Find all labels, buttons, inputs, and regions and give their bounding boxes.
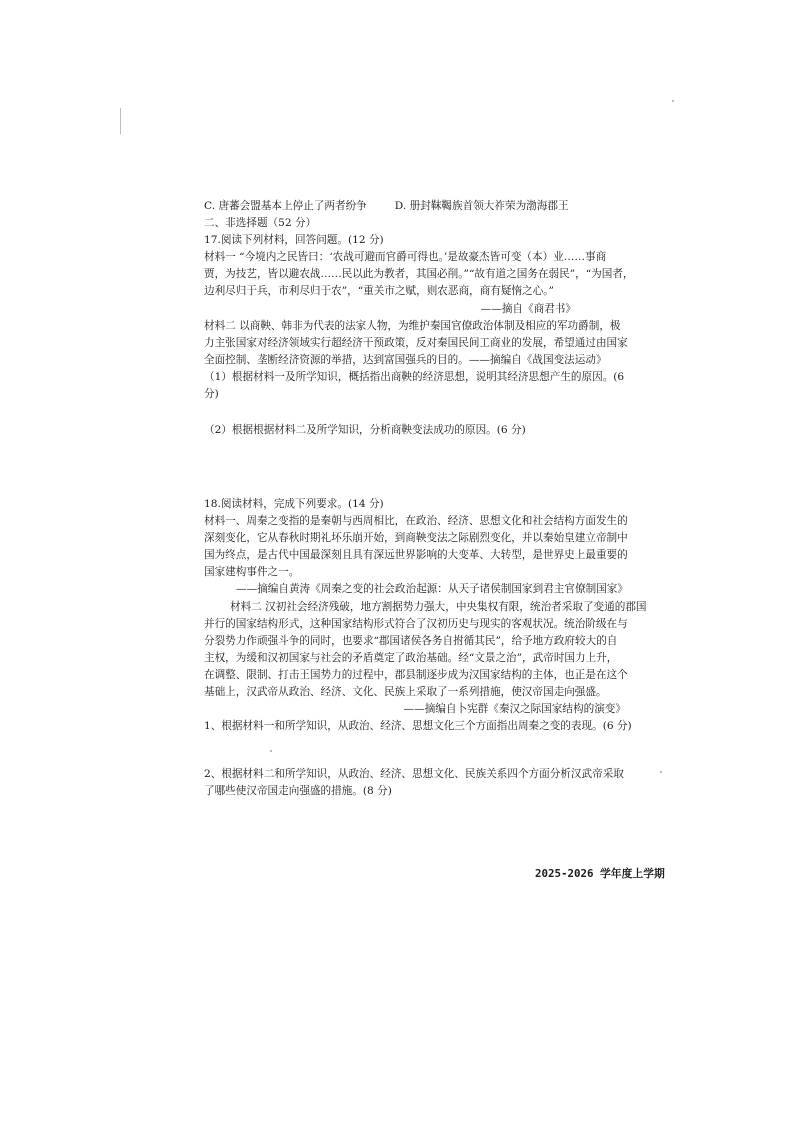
q18-material2-line: 分裂势力作顽强斗争的同时，也要求“郡国诸侯各务自拊循其民”，给予地方政府较大的自 [204,634,618,647]
q18-material2-source: ——摘编自卜宪群《秦汉之际国家结构的演变》 [403,703,626,716]
q17-material1-line: 材料一 “今境内之民皆曰：‘农战可避而官爵可得也。’是故豪杰皆可变（本）业……事商 [204,251,607,264]
page-footer: 2025-2026 学年度上学期 [535,867,665,880]
q18-subquestion-2: 2、根据材料二和所学知识，从政治、经济、思想文化、民族关系四个方面分析汉武帝采取 [204,768,624,780]
q17-material1-line: 贾，为技艺，皆以避农战……民以此为教者，其国必削。”“故有道之国务在弱民”，“为国者， [204,268,634,281]
q18-material1-line: 深刻变化，它从春秋时期礼坏乐崩开始，到商鞅变法之际剧烈变化，并以秦始皇建立帝制中 [204,532,628,545]
q17-material1-source: ——摘自《商君书》 [480,302,576,315]
q18-material1-line: 材料一、周秦之变指的是秦朝与西周相比，在政治、经济、思想文化和社会结构方面发生的 [204,515,628,528]
scan-edge-mark [120,108,121,134]
q18-subquestion-2: 了哪些使汉帝国走向强盛的措施。(8 分) [204,785,392,798]
q17-material2-line: 全面控制、垄断经济资源的举措，达到富国强兵的目的。——摘编自《战国变法运动》 [204,353,607,366]
q18-subquestion-2-block [204,766,636,800]
option-row [204,198,636,215]
q17-material2-line: 力主张国家对经济领域实行超经济干预政策，反对秦国民间工商业的发展，希望通过由国家 [204,336,628,349]
q18-heading: 18.阅读材料，完成下列要求。(14 分) [204,498,384,510]
q17-subquestion-1: 分) [204,388,219,401]
q17-material1-line: 边利尽归于兵，市利尽归于农”，“重关市之赋，则农恶商，商有疑惰之心。” [204,285,554,298]
q18-material2-line: 在调整、限制、打击王国势力的过程中，郡县制逐步成为汉国家结构的主体，也正是在这个 [204,668,628,681]
section-title: 二、非选择题（52 分） [204,217,317,230]
q18-material1-line: 国家建构事件之一。 [204,566,300,579]
option-c: C. 唐蕃会盟基本上停止了两者纷争 [204,200,367,212]
q18-material2-line: 基础上，汉武帝从政治、经济、文化、民族上采取了一系列措施，使汉帝国走向强盛。 [204,686,607,699]
q18-material1-source: ——摘编自黄涛《周秦之变的社会政治起源：从天子诸侯制国家到君主官僚制国家》 [236,583,628,596]
exam-content-top [204,198,636,403]
q18-material2-line: 材料二 汉初社会经济残破，地方割据势力强大，中央集权有限，统治者采取了变通的郡国 [230,600,647,613]
q18-material2-line: 并行的国家结构形式，这种国家结构形式符合了汉初历史与现实的客观状况。统治阶级在与 [204,617,628,630]
q18-block [204,496,647,735]
scan-dot [672,100,674,102]
q17-material2-line: 材料二 以商鞅、韩非为代表的法家人物，为维护秦国官僚政治体制及相应的军功爵制，极 [204,319,621,332]
q18-material2-line: 主权，为缓和汉初国家与社会的矛盾奠定了政治基础。经“文景之治”，武帝时国力上升， [204,651,618,664]
q17-subquestion-2-block [204,422,636,439]
q17-subquestion-1: （1）根据材料一及所学知识，概括指出商鞅的经济思想，说明其经济思想产生的原因。(6 [204,370,625,383]
option-d: D. 册封靺鞨族首领大祚荣为渤海郡王 [394,200,569,212]
q17-subquestion-2: （2）根据根据材料二及所学知识，分析商鞅变法成功的原因。(6 分) [204,424,526,436]
q17-heading: 17.阅读下列材料，回答问题。(12 分) [204,234,384,247]
scan-dot [660,771,662,773]
q18-subquestion-1: 1、根据材料一和所学知识，从政治、经济、思想文化三个方面指出周秦之变的表现。(6 分) [204,720,632,733]
q18-material1-line: 国为终点，是古代中国最深刻且具有深远世界影响的大变革、大转型，是世界史上最重要的 [204,549,628,562]
scan-dot [270,750,272,752]
